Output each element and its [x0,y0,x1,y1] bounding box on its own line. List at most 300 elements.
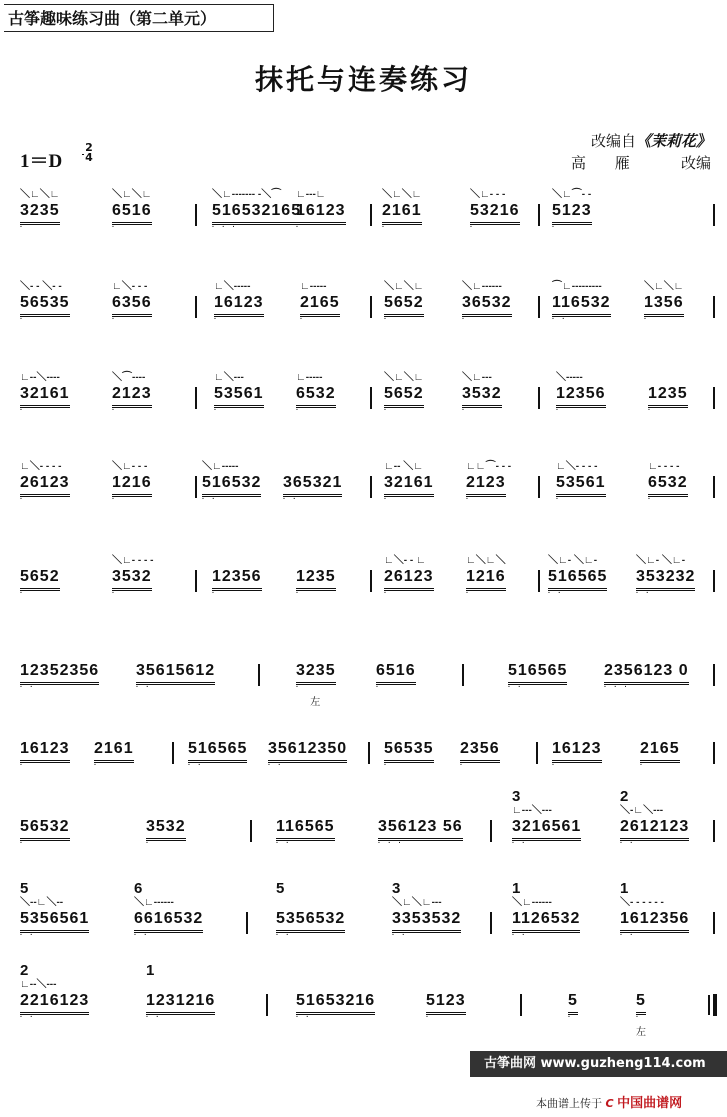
beat-group [568,980,578,1023]
note-group: 1216 [466,568,506,591]
beat-group [136,650,215,693]
note-group: 35615612 [136,662,215,685]
barline [370,387,372,409]
beat-group [296,190,346,233]
technique-marks [94,728,134,740]
note-group: 12356 [212,568,262,591]
technique-marks: ＼∟------ [462,281,502,292]
source-credit [591,130,711,151]
note-group: 3532 [112,568,152,591]
barline [195,204,197,226]
octave-dots: · · [508,684,524,691]
octave-dots: · · [620,840,636,847]
note-group: 2356 [460,740,500,763]
string-number: 5 [276,880,286,897]
string-number: 6 [134,880,144,897]
note-group: 6516 [112,202,152,225]
barline [195,296,197,318]
beat-group [462,282,512,325]
beat-group [552,728,602,771]
technique-marks: ＼∟- - - [112,461,148,472]
note-group: 12356 [556,385,606,408]
beat-group [644,282,684,325]
octave-dots: · · [20,1014,36,1021]
beat-group [283,462,342,505]
beat-group [392,880,462,941]
technique-marks: ＼∟＼∟--- [392,897,442,908]
barline [490,820,492,842]
barline [266,994,268,1016]
octave-dots: · [384,496,390,503]
octave-dots: · [636,1014,642,1021]
octave-dots: · [462,407,468,414]
barline [538,296,540,318]
technique-marks: ＼∟------ [134,897,174,908]
note-group: 3235 [20,202,60,225]
technique-marks: ∟----- [300,281,327,292]
technique-marks [296,556,336,568]
technique-marks [568,980,578,992]
note-group: 6532 [648,474,688,497]
upload-site[interactable]: 中国曲谱网 [617,1096,683,1111]
note-group: 56535 [384,740,434,763]
octave-dots: · · [283,496,299,503]
note-group: 516565 [548,568,607,591]
beat-group [268,728,347,771]
technique-marks [276,806,335,818]
beat-group [300,282,340,325]
barline [713,664,715,686]
note-group: 35612350 [268,740,347,763]
upload-notice [536,1092,682,1111]
note-group: 26123 [384,568,434,591]
note-group: 3532 [146,818,186,841]
beat-group [556,373,606,416]
technique-marks: ∟---∟ [296,189,326,200]
technique-marks [552,728,602,740]
technique-marks: ∟＼--- [214,372,244,383]
note-group: 32161 [384,474,434,497]
beat-group [384,373,424,416]
technique-marks [296,980,375,992]
beat-group [384,728,434,771]
beat-group [548,556,607,599]
beat-group [146,962,216,1023]
technique-marks [508,650,567,662]
octave-dots: · [556,407,562,414]
note-group: 1231216 [146,992,215,1015]
technique-marks: ＼- - - - - - [620,897,664,908]
note-group: 516532 [202,474,261,497]
technique-marks: ＼----- [556,372,583,383]
beat-group [214,282,264,325]
adapted-from-prefix: 改编自 [590,132,636,150]
technique-marks [296,650,336,662]
note-group: 3235 [296,662,336,685]
beat-group [20,650,99,693]
beat-group [20,728,70,771]
beat-group [620,788,690,849]
technique-marks: ∟＼- - - [112,281,148,292]
octave-dots: · · [636,590,652,597]
barline [713,994,717,1016]
beat-group [276,880,346,941]
barline [713,912,715,934]
technique-marks [20,650,99,662]
barline [195,476,197,498]
note-group: 53561 [214,385,264,408]
note-group: 2356123 0 [604,662,689,685]
note-group: 5123 [552,202,592,225]
technique-marks: ＼∟------ [512,897,552,908]
beat-group [112,282,152,325]
octave-dots: · [384,407,390,414]
note-group: 3353532 [392,910,461,933]
octave-dots: · [552,224,558,231]
beat-group [276,806,335,849]
barline [370,204,372,226]
beat-group [384,462,434,505]
note-group: 6532 [296,385,336,408]
octave-dots: · [384,316,390,323]
octave-dots: · [20,590,26,597]
technique-marks [268,728,347,740]
barline [172,742,174,764]
barline [713,570,715,592]
octave-dots: · [296,590,302,597]
technique-marks [604,650,689,662]
string-number: 2 [20,962,30,979]
beat-group [604,650,689,693]
barline [538,204,540,226]
technique-marks: ∟- - - - [648,461,680,472]
note-group: 516532165 [212,202,301,225]
beat-group [466,462,511,505]
barline [536,742,538,764]
octave-dots: · [20,496,26,503]
note-group: 51653216 [296,992,375,1015]
note-group: 3532 [462,385,502,408]
string-number: 1 [620,880,630,897]
technique-marks: ＼∟--- [462,372,492,383]
beat-group [552,282,611,325]
beat-group [512,880,581,941]
technique-marks [20,806,70,818]
barline [713,476,715,498]
technique-marks [648,373,688,385]
beat-group [466,556,506,599]
note-group: 1126532 [512,910,580,933]
technique-marks [376,650,416,662]
left-hand-mark: 左 [310,697,322,708]
note-group: 5652 [20,568,60,591]
barline [258,664,260,686]
beat-group [20,190,60,233]
arranger-role: 改编 [680,154,711,172]
octave-dots: · [640,762,646,769]
note-group: 6516 [376,662,416,685]
octave-dots: · [296,407,302,414]
beat-group [134,880,204,941]
octave-dots: · · [146,1014,162,1021]
note-group: 2612123 [620,818,689,841]
beat-group [20,962,90,1023]
meter-bottom: 4 [85,151,93,164]
meter-top: 2 [85,141,93,154]
note-group: 2161 [382,202,422,225]
technique-marks: ∟＼∟＼ [466,555,506,566]
note-group: 5356561 [20,910,89,933]
beat-group [112,556,153,599]
note-group: 56532 [20,818,70,841]
beat-group [384,556,434,599]
technique-marks [188,728,247,740]
technique-marks [460,728,500,740]
beat-group [552,190,592,233]
note-group: 2123 [112,385,152,408]
technique-marks [146,806,186,818]
string-number: 3 [512,788,522,805]
octave-dots: · · [276,840,292,847]
note-group: 12352356 [20,662,99,685]
octave-dots: · [460,762,466,769]
beat-group [112,190,152,233]
string-number: 1 [512,880,522,897]
arranger-credit [571,152,711,173]
technique-marks: ∟＼- - - - [20,461,62,472]
beat-group [556,462,606,505]
barline [713,820,715,842]
beat-group [20,373,70,416]
octave-dots: · [300,316,306,323]
technique-marks: ＼∟- - - - [112,555,154,566]
technique-marks: ∟＼- - ∟ [384,555,426,566]
technique-marks: ＼-∟＼--- [620,805,664,816]
beat-group [382,190,422,233]
octave-dots: · [466,590,472,597]
beat-group [296,556,336,599]
beat-group [212,190,301,233]
note-group: 5652 [384,294,424,317]
octave-dots: · [214,407,220,414]
beat-group [112,373,152,416]
note-group: 353232 [636,568,695,591]
octave-dots: · · [276,932,292,939]
note-group: 32161 [20,385,70,408]
note-group: 26123 [20,474,70,497]
barline [538,570,540,592]
barline [246,912,248,934]
octave-dots: · [466,496,472,503]
beat-group [20,880,90,941]
octave-dots: · · [620,932,636,939]
beat-group [376,650,416,693]
technique-marks: ∟＼- - - - [556,461,598,472]
string-number: 5 [20,880,30,897]
technique-marks [146,980,215,992]
technique-marks: ＼∟＼∟ [384,281,424,292]
technique-marks: ＼∟- - - [470,189,506,200]
note-group: 53561 [556,474,606,497]
octave-dots: · [556,496,562,503]
technique-marks [212,556,262,568]
beat-group [378,806,463,849]
octave-dots: · [376,684,382,691]
beat-group [212,556,262,599]
technique-marks: ∟∟⌒- - - [466,461,512,472]
technique-marks [283,462,342,474]
time-signature [82,143,96,163]
technique-marks [636,980,647,992]
octave-dots: · [648,496,654,503]
technique-marks: ＼∟------- -＼⌒ [212,189,282,200]
technique-marks [378,806,463,818]
beat-group [636,980,647,1038]
technique-marks: ＼--∟＼-- [20,897,64,908]
octave-dots: · [382,224,388,231]
note-group: 16123 [296,202,346,225]
beat-group [508,650,567,693]
octave-dots: · [644,316,650,323]
barline [713,296,715,318]
octave-dots: · · [188,762,204,769]
octave-dots: · · [136,684,152,691]
note-group: 3216561 [512,818,581,841]
note-group: 2216123 [20,992,89,1015]
beat-group [20,462,70,505]
note-group: 16123 [552,740,602,763]
site-banner[interactable]: 古筝曲网 www.guzheng114.com [470,1051,727,1077]
technique-marks: ＼∟＼∟ [112,189,152,200]
technique-marks [20,556,60,568]
octave-dots: · · [134,932,150,939]
beat-group [462,373,502,416]
beat-group [648,462,688,505]
technique-marks: ＼∟----- [202,461,239,472]
technique-marks: ＼∟＼∟ [20,189,60,200]
string-number: 1 [146,962,156,979]
octave-dots: · · [268,762,284,769]
beat-group [636,556,695,599]
upload-prefix: 本曲谱上传于 [536,1097,602,1110]
octave-dots: · · [202,496,218,503]
octave-dots: · [94,762,100,769]
beat-group [512,788,582,849]
octave-dots: · [112,590,118,597]
octave-dots: · · [548,590,564,597]
technique-marks: ⌒∟--------- [552,281,602,292]
left-hand-mark: 左 [636,1027,647,1038]
barline [713,204,715,226]
technique-marks: ＼∟＼∟ [382,189,422,200]
octave-dots: · [20,224,26,231]
octave-dots: · [296,224,302,231]
note-group: 116532 [552,294,611,317]
note-group: 365321 [283,474,342,497]
barline [490,912,492,934]
site-logo-icon: C [605,1097,614,1110]
note-group: 53216 [470,202,520,225]
arranger-name: 高 雁 [571,154,642,172]
octave-dots: · [20,762,26,769]
octave-dots: · [20,840,26,847]
note-group: 2161 [94,740,134,763]
octave-dots: · [212,590,218,597]
note-group: 6616532 [134,910,203,933]
beat-group [460,728,500,771]
technique-marks [276,898,345,910]
note-group: 516565 [188,740,247,763]
octave-dots: · [20,407,26,414]
barline [538,476,540,498]
octave-dots: · [384,762,390,769]
technique-marks [20,728,70,740]
technique-marks: ∟--＼---- [20,372,60,383]
beat-group [214,373,264,416]
octave-dots: · · [512,840,528,847]
song-title: 《茉莉花》 [635,132,711,150]
octave-dots: · · · [378,840,404,847]
note-group: 1612356 [620,910,689,933]
note-group: 2165 [300,294,340,317]
beat-group [20,556,60,599]
technique-marks: ＼∟- ＼∟- [548,555,598,566]
octave-dots: · [112,316,118,323]
note-group: 6356 [112,294,152,317]
octave-dots: · · [512,932,528,939]
octave-dots: · [112,407,118,414]
note-group: 516565 [508,662,567,685]
octave-dots: · [568,1014,574,1021]
technique-marks: ＼- - ＼- - [20,281,62,292]
note-group: 36532 [462,294,512,317]
note-group: 5 [636,992,646,1015]
technique-marks: ＼⌒---- [112,372,146,383]
note-group: 5 [568,992,578,1015]
octave-dots: · · [392,932,408,939]
barline [370,476,372,498]
technique-marks [640,728,680,740]
barline [195,570,197,592]
beat-group [296,373,336,416]
key-signature: 1＝D [20,151,63,172]
note-group: 116565 [276,818,335,841]
note-group: 5123 [426,992,466,1015]
octave-dots: · [20,316,26,323]
beat-group [112,462,152,505]
beat-group [384,282,424,325]
octave-dots: · [296,684,302,691]
technique-marks: ＼∟- ＼∟- [636,555,686,566]
octave-dots: · · · [212,224,238,231]
technique-marks: ＼∟＼∟ [384,372,424,383]
beat-group [296,980,375,1023]
octave-dots: · [146,840,152,847]
beat-group [20,806,70,849]
note-group: 1235 [296,568,336,591]
technique-marks [136,650,215,662]
octave-dots: · · [296,1014,312,1021]
octave-dots: · [470,224,476,231]
note-group: 2123 [466,474,506,497]
technique-marks [384,728,434,740]
note-group: 16123 [20,740,70,763]
beat-group [188,728,247,771]
octave-dots: · · [20,684,36,691]
barline [195,387,197,409]
octave-dots: · · [20,932,36,939]
octave-dots: · [648,407,654,414]
